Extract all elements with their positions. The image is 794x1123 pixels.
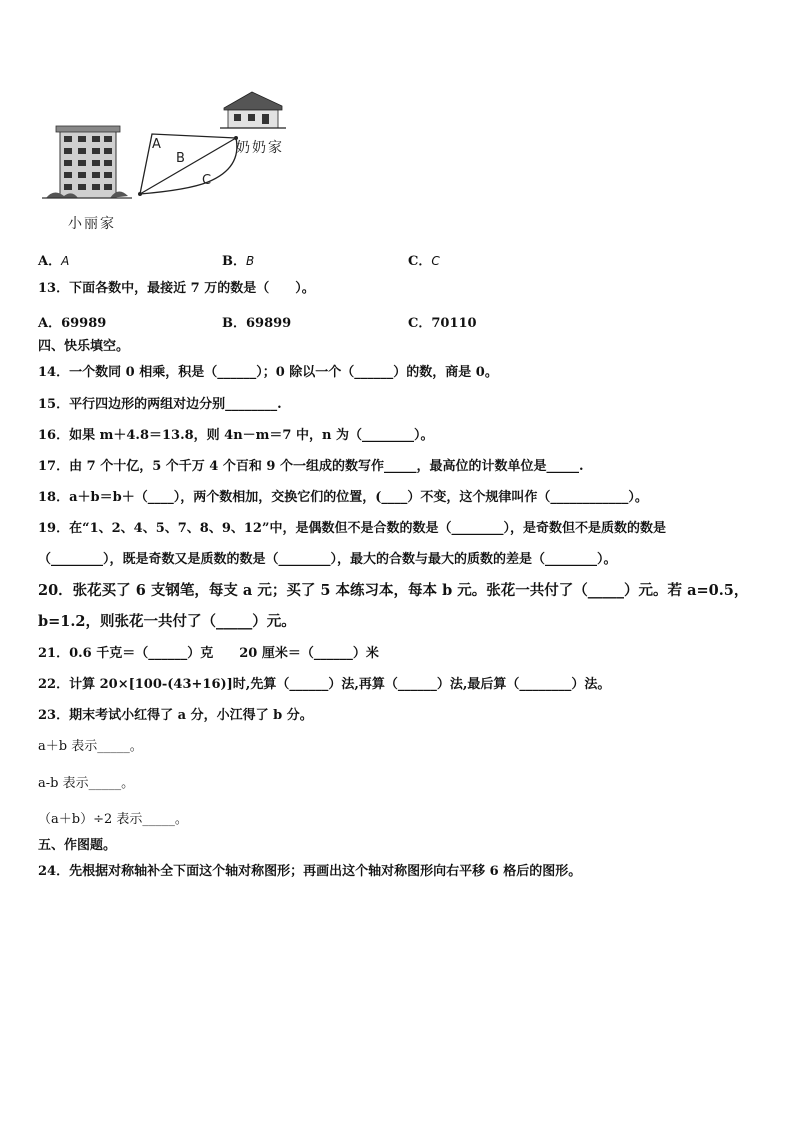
xiaoli-home-label: 小丽家	[68, 216, 116, 232]
route-c-label: C	[202, 173, 212, 188]
q12-option-a-value: A	[61, 254, 70, 268]
grandma-home-label: 奶奶家	[236, 140, 284, 156]
q23-part-b: a-b 表示_____。	[38, 776, 135, 791]
q21-text: 21．0.6 千克＝（______）克 20 厘米＝（______）米	[38, 646, 379, 661]
q12-option-c-prefix: C．	[408, 254, 432, 269]
q16-text: 16．如果 m＋4.8＝13.8，则 4n－m＝7 中，n 为（________）。	[38, 428, 434, 443]
route-a-label: A	[152, 137, 161, 152]
q20-text-line1: 20．张花买了 6 支钢笔，每支 a 元；买了 5 本练习本，每本 b 元。张花一共付了（_____）元。若 a=0.5，	[38, 582, 749, 599]
route-b-label: B	[176, 151, 185, 166]
q14-text: 14．一个数同 0 相乘，积是（______）；0 除以一个（______）的数，商是 0。	[38, 365, 498, 380]
section-4-heading: 四、快乐填空。	[38, 339, 130, 354]
q23-part-c: （a＋b）÷2 表示_____。	[38, 812, 188, 827]
q22-text: 22．计算 20×[100-(43+16)]时,先算（______）法,再算（______）法,最后算（________）法。	[38, 677, 611, 692]
q12-option-c	[408, 250, 440, 269]
q23-part-a: a＋b 表示_____。	[38, 739, 143, 754]
q20-text-line2: b=1.2，则张花一共付了（_____）元。	[38, 613, 296, 630]
q12-option-b	[222, 250, 254, 269]
q19-text-line2: （________），既是奇数又是质数的数是（________），最大的合数与最大的质数的差是（________）。	[38, 552, 617, 567]
start-point	[138, 192, 142, 196]
q12-option-c-value: C	[431, 254, 440, 268]
q18-text: 18．a＋b＝b＋（____），两个数相加，交换它们的位置，(____）不变，这个规律叫作（____________）。	[38, 490, 648, 505]
q13-option-a: A．69989	[38, 316, 107, 331]
house-icon	[220, 92, 286, 128]
q12-option-b-value: B	[246, 254, 255, 268]
q24-text: 24．先根据对称轴补全下面这个轴对称图形；再画出这个轴对称图形向右平移 6 格后的图形。	[38, 864, 582, 879]
q13-option-b: B．69899	[222, 316, 292, 331]
section-5-heading: 五、作图题。	[38, 838, 117, 853]
q13-option-c: C．70110	[408, 316, 477, 331]
q12-option-a-prefix: A．	[38, 254, 62, 269]
q13-text: 13．下面各数中，最接近 7 万的数是（ ）。	[38, 281, 315, 296]
q15-text: 15．平行四边形的两组对边分别________.	[38, 397, 282, 412]
q17-text: 17．由 7 个十亿，5 个千万 4 个百和 9 个一组成的数写作_____，最高位的计数单位是_____.	[38, 459, 584, 474]
q19-text-line1: 19．在“1、2、4、5、7、8、9、12”中，是偶数但不是合数的数是（________），是奇数但不是质数的数是	[38, 521, 666, 536]
q12-option-a	[38, 250, 69, 269]
route-figure	[38, 86, 308, 236]
q23-text: 23．期末考试小红得了 a 分，小江得了 b 分。	[38, 708, 313, 723]
apartment-building-icon	[42, 126, 132, 198]
q12-option-b-prefix: B．	[222, 254, 246, 269]
